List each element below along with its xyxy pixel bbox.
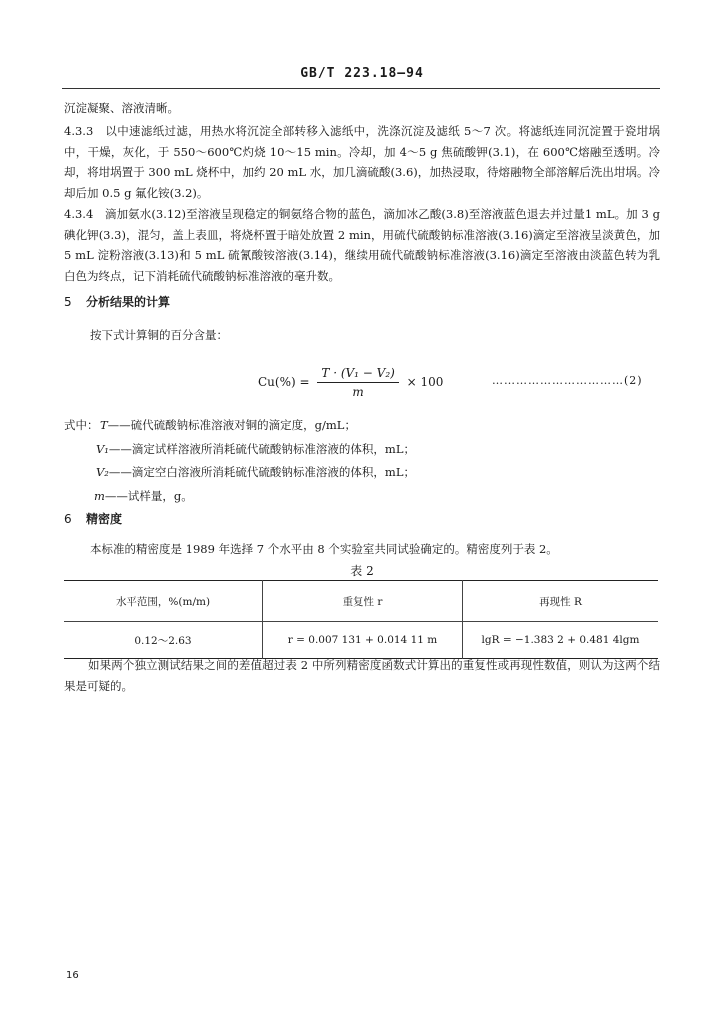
column-header: 再现性 R: [463, 581, 659, 622]
table-cell: lgR = −1.383 2 + 0.481 4lgm: [463, 622, 659, 659]
variable-description: ——试样量，g。: [104, 488, 193, 503]
step-4-3-3: 4.3.3 以中速滤纸过滤，用热水将沉淀全部转移入滤纸中，洗涤沉淀及滤纸 5～7 次。将滤纸连同沉淀置于瓷坩埚中，干燥，灰化，于 550～600℃灼烧 10～15 min。冷却，加 4～5 g 焦硫酸钾(3.1)，在 600℃熔融至透明。冷却，将坩埚置于 300 mL 烧杯中，加约 20 mL 水，加几滴硫酸(3.6)，加热浸取，待熔融物全部溶解后洗出坩埚。冷却后加 0.5 g 氟化铵(3.2)。: [64, 124, 660, 200]
variable-description: ——硫代硫酸钠标准溶液对铜的滴定度，g/mL；: [107, 418, 356, 432]
formula-lhs: Cu(%) =: [258, 375, 310, 389]
section-6-title: 精密度: [86, 512, 123, 526]
table-header-row: [64, 581, 658, 622]
variable-symbol: V₁: [96, 441, 109, 456]
header-divider: [62, 88, 660, 89]
variable-definition: [96, 438, 415, 462]
variable-symbol: m: [94, 488, 105, 503]
section-5-title: 分析结果的计算: [86, 295, 171, 309]
section-6-number: 6: [64, 512, 72, 526]
formula-2: [258, 366, 443, 399]
variable-description: ——滴定空白溶液所消耗硫代硫酸钠标准溶液的体积，mL；: [108, 465, 415, 479]
section-6-conclusion: 如果两个独立测试结果之间的差值超过表 2 中所列精密度函数式计算出的重复性或再现性数值，则认为这两个结果是可疑的。: [64, 658, 660, 693]
formula-denominator: m: [352, 385, 364, 399]
table-cell: r = 0.007 131 + 0.014 11 m: [263, 622, 463, 659]
formula-fraction: [317, 366, 398, 399]
table-row: [64, 622, 658, 659]
precision-table: [64, 580, 658, 659]
column-header: 水平范围，%(m/m): [115, 595, 211, 608]
variable-definition: [100, 414, 356, 438]
formula-numerator: T · (V₁ − V₂): [317, 366, 398, 383]
formula-multiplier: × 100: [406, 375, 444, 389]
section-6-intro: 本标准的精密度是 1989 年选择 7 个水平由 8 个实验室共同试验确定的。精密度列于表 2。: [90, 542, 558, 556]
table-2-title: 表 2: [350, 564, 374, 578]
table-cell: 0.12～2.63: [134, 634, 192, 647]
section-5-heading: [64, 293, 170, 310]
section-5-intro: 按下式计算铜的百分含量：: [90, 328, 228, 342]
variable-description: ——滴定试样溶液所消耗硫代硫酸钠标准溶液的体积，mL；: [108, 441, 415, 456]
variable-definition: [94, 485, 193, 509]
variable-definitions: [64, 414, 664, 514]
page-number: 16: [66, 970, 79, 981]
where-prefix: 式中：: [64, 418, 99, 432]
step-4-3-4: 4.3.4 滴加氨水(3.12)至溶液呈现稳定的铜氨络合物的蓝色，滴加冰乙酸(3.8)至溶液蓝色退去并过量1 mL。加 3 g 碘化钾(3.3)，混匀，盖上表皿，将烧杯置于暗处放置 2 min，用硫代硫酸钠标准溶液(3.16)滴定至溶液呈淡黄色，加 5 mL 淀粉溶液(3.13)和 5 mL 硫氰酸铵溶液(3.14)，继续用硫代硫酸钠标准溶液(3.16)滴定至溶液由淡蓝色转为乳白色为终点，记下消耗硫代硫酸钠标准溶液的毫升数。: [64, 207, 660, 283]
variable-symbol: T: [100, 418, 108, 432]
column-header: 重复性 r: [263, 581, 463, 622]
variable-symbol: V₂: [96, 465, 109, 479]
section-6-heading: [64, 510, 122, 527]
section-5-number: 5: [64, 295, 72, 309]
variable-definition: [96, 461, 415, 485]
standard-header: GB/T 223.18—94: [300, 66, 424, 81]
intro-line: 沉淀凝聚、溶液清晰。: [64, 101, 179, 115]
equation-number: ……………………………(2): [492, 374, 643, 387]
